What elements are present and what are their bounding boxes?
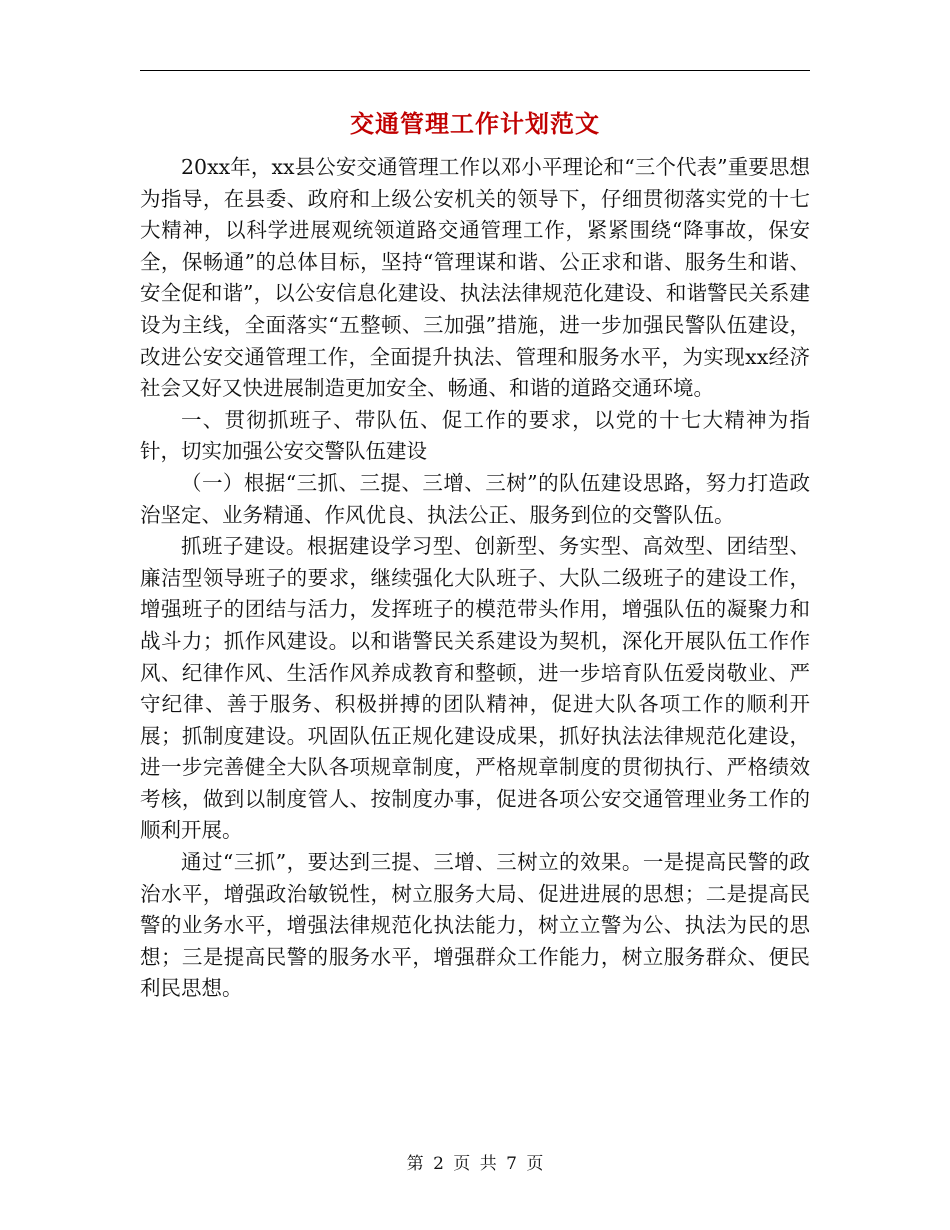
- header-rule: [140, 70, 810, 71]
- paragraph-section-heading: 一、贯彻抓班子、带队伍、促工作的要求，以党的十七大精神为指针，切实加强公安交警队伍建设: [140, 407, 810, 464]
- paragraph-subsection-heading: （一）根据“三抓、三提、三增、三树”的队伍建设思路，努力打造政治坚定、业务精通、作风优良、执法公正、服务到位的交警队伍。: [140, 470, 810, 527]
- document-body: [140, 152, 810, 1005]
- page-footer: 第 2 页 共 7 页: [406, 1154, 544, 1174]
- paragraph-construction: 抓班子建设。根据建设学习型、创新型、务实型、高效型、团结型、廉洁型领导班子的要求，继续强化大队班子、大队二级班子的建设工作，增强班子的团结与活力，发挥班子的模范带头作用，增强队伍的凝聚力和战斗力；抓作风建设。以和谐警民关系建设为契机，深化开展队伍工作作风、纪律作风、生活作风养成教育和整顿，进一步培育队伍爱岗敬业、严守纪律、善于服务、积极拼搏的团队精神，促进大队各项工作的顺利开展；抓制度建设。巩固队伍正规化建设成果，抓好执法法律规范化建设，进一步完善健全大队各项规章制度，严格规章制度的贯彻执行、严格绩效考核，做到以制度管人、按制度办事，促进各项公安交通管理业务工作的顺利开展。: [140, 534, 810, 843]
- paragraph-effects: 通过“三抓”，要达到三提、三增、三树立的效果。一是提高民警的政治水平，增强政治敏锐性，树立服务大局、促进进展的思想；二是提高民警的业务水平，增强法律规范化执法能力，树立立警为公、执法为民的思想；三是提高民警的服务水平，增强群众工作能力，树立服务群众、便民利民思想。: [140, 850, 810, 1001]
- document-title: 交通管理工作计划范文: [350, 109, 600, 138]
- paragraph-intro: 20xx年，xx县公安交通管理工作以邓小平理论和“三个代表”重要思想为指导，在县委、政府和上级公安机关的领导下，仔细贯彻落实党的十七大精神，以科学进展观统领道路交通管理工作，紧紧围绕“降事故，保安全，保畅通”的总体目标，坚持“管理谋和谐、公正求和谐、服务生和谐、安全促和谐”，以公安信息化建设、执法法律规范化建设、和谐警民关系建设为主线，全面落实“五整顿、三加强”措施，进一步加强民警队伍建设，改进公安交通管理工作，全面提升执法、管理和服务水平，为实现xx经济社会又好又快进展制造更加安全、畅通、和谐的道路交通环境。: [140, 155, 810, 401]
